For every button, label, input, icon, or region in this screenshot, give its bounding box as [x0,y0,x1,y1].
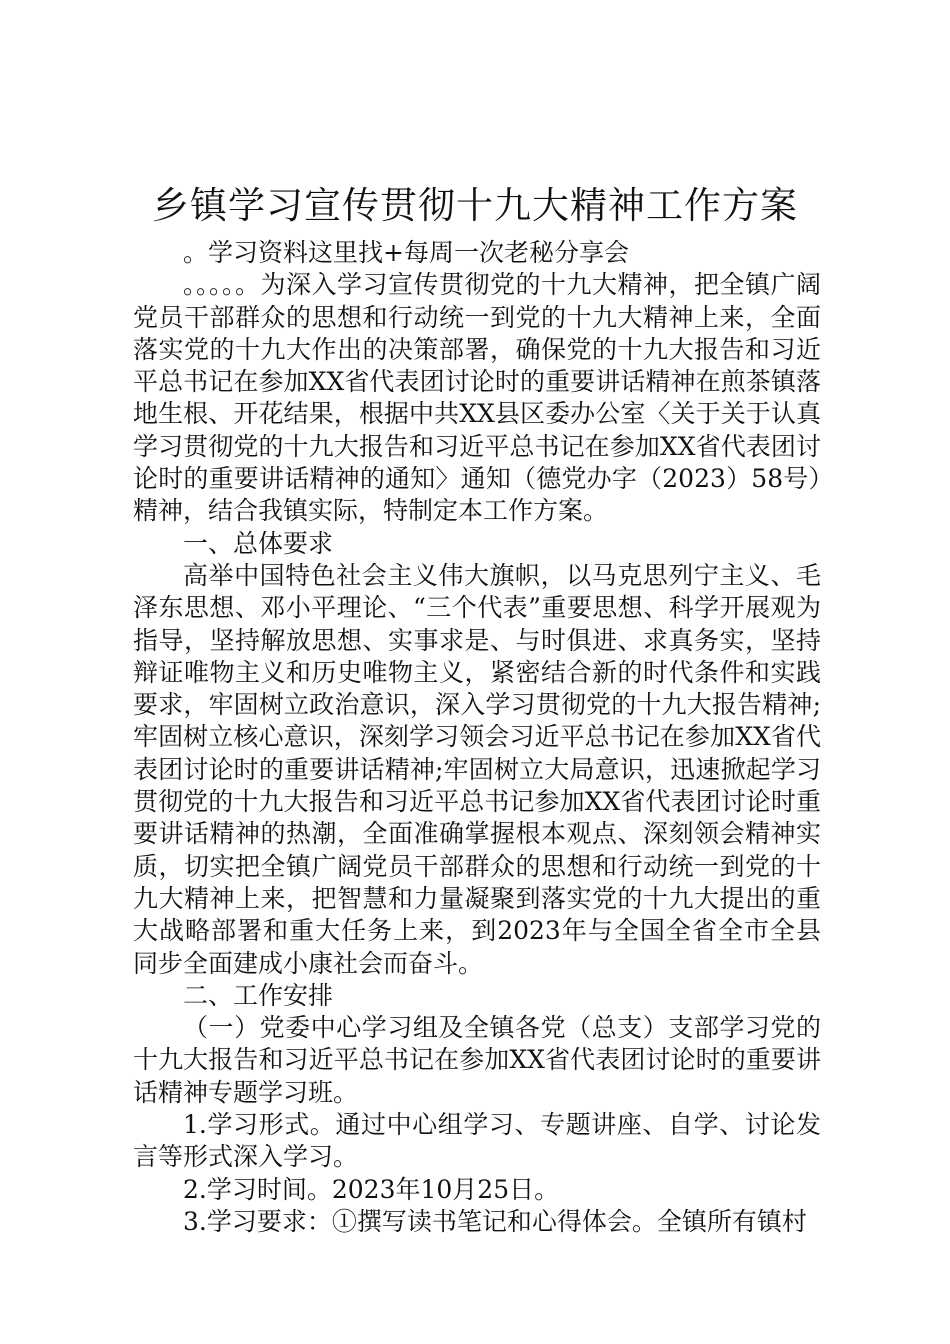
document-title: 乡镇学习宣传贯彻十九大精神工作方案 [152,184,798,227]
list-item-study-form: 1.学习形式。通过中心组学习、专题讲座、自学、讨论发言等形式深入学习。 [133,1110,821,1172]
list-item-study-time: 2.学习时间。2023年10月25日。 [183,1174,560,1204]
paragraph-header-note: 。学习资料这里找+每周一次老秘分享会 [183,238,629,267]
section-heading-work-arrangement: 二、工作安排 [183,980,334,1010]
section-heading-general-requirements: 一、总体要求 [183,528,334,558]
paragraph-study-group: （一）党委中心学习组及全镇各党（总支）支部学习党的十九大报告和习近平总书记在参加XX省代表团讨论时的重要讲话精神专题学习班。 [133,1013,821,1107]
paragraph-general-requirements: 高举中国特色社会主义伟大旗帜，以马克思列宁主义、毛泽东思想、邓小平理论、“三个代表”重要思想、科学开展观为指导，坚持解放思想、实事求是、与时俱进、求真务实，坚持辩证唯物主义和历史唯物主义，紧密结合新的时代条件和实践要求，牢固树立政治意识，深入学习贯彻党的十九大报告精神;牢固树立核心意识，深刻学习领会习近平总书记在参加XX省代表团讨论时的重要讲话精神;牢固树立大局意识，迅速掀起学习贯彻党的十九大报告和习近平总书记参加XX省代表团讨论时重要讲话精神的热潮，全面准确掌握根本观点、深刻领会精神实质，切实把全镇广阔党员干部群众的思想和行动统一到党的十九大精神上来，把智慧和力量凝聚到落实党的十九大提出的重大战略部署和重大任务上来，到2023年与全国全省全市全县同步全面建成小康社会而奋斗。 [133,560,821,978]
document-body [133,237,821,1238]
list-item-study-requirements: 3.学习要求：①撰写读书笔记和心得体会。全镇所有镇村 [183,1206,807,1236]
paragraph-intro: 。。。。。为深入学习宣传贯彻党的十九大精神，把全镇广阔党员干部群众的思想和行动统一到党的十九大精神上来，全面落实党的十九大作出的决策部署，确保党的十九大报告和习近平总书记在参加XX省代表团讨论时的重要讲话精神在煎茶镇落地生根、开花结果，根据中共XX县区委办公室〈关于关于认真学习贯彻党的十九大报告和习近平总书记在参加XX省代表团讨论时的重要讲话精神的通知〉通知（德党办字（2023）58号）精神，结合我镇实际，特制定本工作方案。 [133,270,821,526]
